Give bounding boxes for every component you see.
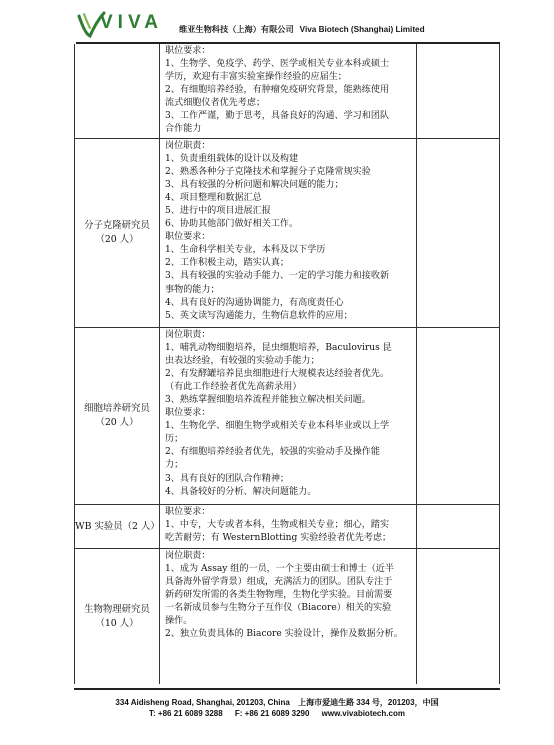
desc-line: 2、独立负责具体的 Biacore 实验设计，操作及数据分析。 [165, 629, 403, 640]
website-link[interactable]: www.vivabiotech.com [321, 709, 405, 718]
position-name-cell [75, 44, 160, 138]
desc-line: 历； [165, 434, 184, 445]
position-count: （20 人） [95, 234, 139, 245]
desc-line: 3、工作严谨，勤于思考，具备良好的沟通、学习和团队 [165, 111, 390, 122]
desc-line: 职位要求： [165, 46, 211, 56]
position-name-cell [75, 139, 160, 327]
desc-line: 岗位职责： [165, 330, 211, 340]
desc-line: 一名新成员参与生物分子互作仪（Biacore）相关的实验 [165, 603, 392, 614]
desc-line: 1、哺乳动物细胞培养，昆虫细胞培养，Baculovirus 昆 [165, 343, 392, 354]
address-cn: 上海市爱迪生路 334 号，201203，中国 [298, 698, 439, 707]
notes-cell [417, 505, 501, 548]
position-name-cell [75, 505, 160, 548]
position-description [160, 139, 417, 327]
phone-number: T: +86 21 6089 3288 [149, 709, 223, 718]
notes-cell [417, 328, 501, 504]
desc-line: 2、有细胞培养经验者优先，较强的实验动手及操作能 [165, 447, 380, 458]
desc-line: 1、中专，大专或者本科，生物或相关专业；细心，踏实 [165, 520, 390, 531]
desc-line: 1、负责重组载体的设计以及构建 [165, 154, 299, 165]
desc-line: 5、英文读写沟通能力，生物信息软件的应用； [165, 310, 353, 321]
fax-number: F: +86 21 6089 3290 [234, 709, 310, 718]
desc-line: 3、具有较强的分析问题和解决问题的能力； [165, 180, 344, 191]
position-name-cell [75, 549, 160, 684]
desc-line: 具备海外留学背景）组成，充满活力的团队。团队专注于 [165, 577, 393, 588]
desc-line: 3、具有良好的团队合作精神； [165, 473, 290, 484]
table-row [75, 505, 499, 549]
desc-line: 1、生物学、免疫学、药学、医学或相关专业本科或硕士 [165, 59, 390, 70]
desc-line: 岗位职责： [165, 141, 211, 151]
position-description [160, 549, 417, 684]
desc-line: 3、熟练掌握细胞培养流程并能独立解决相关问题。 [165, 395, 371, 406]
position-name: 生物物理研究员 [84, 603, 150, 615]
desc-line: 职位要求： [165, 232, 211, 243]
desc-line: 2、有发酵罐培养昆虫细胞进行大规模表达经验者优先。 [165, 369, 390, 380]
table-row [75, 139, 499, 328]
logo-text: VIVA [100, 12, 163, 33]
desc-line: 岗位职责： [165, 551, 211, 561]
company-name [179, 24, 425, 35]
notes-cell [417, 549, 501, 684]
footer-contact [0, 709, 554, 718]
desc-line: 职位要求： [165, 507, 211, 517]
desc-line: （有此工作经验者优先高薪录用） [165, 382, 302, 393]
position-name: 分子克隆研究员 [84, 220, 150, 231]
job-table [74, 44, 500, 684]
position-count: （20 人） [95, 417, 139, 428]
desc-line: 吃苦耐劳；有 WesternBlotting 实验经验者优先考虑； [165, 533, 392, 544]
desc-line: 1、成为 Assay 组的一员，一个主要由硕士和博士（近半 [165, 564, 394, 575]
notes-cell [417, 44, 501, 138]
desc-line: 1、生物化学、细胞生物学或相关专业本科毕业或以上学 [165, 421, 390, 432]
desc-line: 5、进行中的项目进展汇报 [165, 206, 271, 217]
desc-line: 6、协助其他部门做好相关工作。 [165, 219, 299, 230]
company-name-cn: 维亚生物科技（上海）有限公司 [179, 25, 294, 34]
page-header [76, 10, 496, 42]
position-name: 细胞培养研究员 [84, 403, 150, 414]
desc-line: 1、生命科学相关专业，本科及以下学历 [165, 245, 326, 256]
desc-line: 虫表达经验，有较强的实验动手能力； [165, 356, 320, 367]
desc-line: 操作。 [165, 616, 193, 627]
desc-line: 合作能力 [165, 124, 202, 135]
footer-address [0, 697, 554, 708]
position-description [160, 505, 417, 548]
position-description [160, 328, 417, 504]
position-name-cell [75, 328, 160, 504]
footer-divider [74, 688, 500, 690]
address-en: 334 Aidisheng Road, Shanghai, 201203, China [115, 698, 290, 707]
desc-line: 2、熟悉各种分子克隆技术和掌握分子克隆常规实验 [165, 167, 371, 178]
desc-line: 流式细胞仪者优先考虑； [165, 98, 266, 109]
desc-line: 学历，欢迎有丰富实验室操作经验的应届生； [165, 72, 347, 83]
desc-line: 2、有细胞培养经验，有肿瘤免疫研究背景，能熟练使用 [165, 85, 390, 96]
desc-line: 职位要求： [165, 408, 211, 419]
position-count: （10 人） [95, 617, 139, 629]
viva-logo [76, 10, 176, 40]
desc-line: 2、工作积极主动，踏实认真； [165, 258, 290, 269]
desc-line: 3、具有较强的实验动手能力、一定的学习能力和接收新 [165, 271, 390, 282]
desc-line: 力； [165, 460, 184, 471]
desc-line: 新药研发所需的各类生物物理，生物化学实验。目前需要 [165, 590, 393, 601]
position-description [160, 44, 417, 138]
notes-cell [417, 139, 501, 327]
table-row [75, 44, 499, 139]
company-name-en: Viva Biotech (Shanghai) Limited [299, 25, 425, 34]
desc-line: 4、具备较好的分析、解决问题能力。 [165, 486, 317, 497]
table-row [75, 549, 499, 684]
table-row [75, 328, 499, 505]
desc-line: 事物的能力； [165, 284, 220, 295]
desc-line: 4、具有良好的沟通协调能力，有高度责任心 [165, 297, 344, 308]
position-name: WB 实验员（2 人） [75, 520, 160, 532]
desc-line: 4、项目整理和数据汇总 [165, 193, 262, 204]
